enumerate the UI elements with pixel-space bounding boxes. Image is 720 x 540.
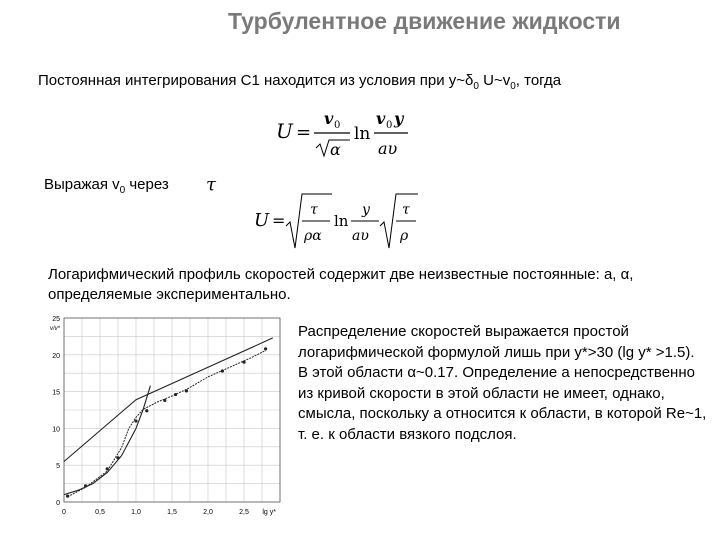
f2-sqrt2-num: τ	[402, 202, 410, 218]
f1-num2-y: y	[394, 109, 404, 128]
data-point	[174, 393, 177, 396]
formula-velocity-1	[274, 104, 424, 162]
line1-mid: U~v	[478, 72, 511, 89]
delta-subscript: 0	[473, 81, 479, 92]
x-tick-label: 0	[62, 509, 66, 516]
data-point	[185, 389, 188, 392]
line1-end: , тогда	[515, 72, 562, 89]
f1-num1-sub: 0	[334, 120, 341, 131]
line1-main: Постоянная интегрирования С1 находится из условия при y~	[38, 72, 466, 89]
series-line-3	[68, 350, 266, 496]
f1-den2: aυ	[378, 139, 398, 158]
y-tick-label: 10	[52, 426, 60, 434]
tau-symbol	[203, 174, 227, 194]
data-point	[145, 409, 148, 412]
log-profile-paragraph: Логарифмический профиль скоростей содержит две неизвестные постоянные: a, α, определяемые экспериментально.	[48, 266, 634, 303]
x-tick-label: 1,0	[131, 509, 141, 516]
y-tick-label: 25	[52, 316, 60, 323]
f2-frac-num: y	[362, 202, 370, 218]
f2-sqrt2-den: ρ	[400, 228, 409, 244]
f2-lhs: U	[254, 210, 270, 231]
f1-eq: =	[296, 122, 312, 143]
y-tick-label: 0	[56, 500, 60, 507]
integration-constant-text	[38, 72, 561, 92]
x-tick-label: lg y*	[262, 509, 277, 516]
x-tick-label: 0,5	[95, 509, 105, 516]
data-point	[242, 361, 245, 364]
v-subscript: 0	[510, 81, 516, 92]
formula-velocity-2	[252, 190, 422, 252]
data-point	[264, 347, 267, 350]
line2-end: через	[125, 176, 169, 193]
x-tick-label: 2,5	[239, 509, 249, 516]
f1-num2: v	[376, 109, 386, 128]
data-point	[84, 484, 87, 487]
series-line-2	[64, 338, 273, 462]
x-tick-label: 2,0	[203, 509, 213, 516]
data-point	[221, 369, 224, 372]
delta-symbol: δ	[465, 72, 474, 89]
f1-lhs: U	[276, 119, 293, 143]
y-tick-label: 15	[52, 389, 60, 397]
f2-frac-den: aυ	[352, 228, 369, 244]
line2-main: Выражая v	[44, 176, 120, 193]
y-tick-label: 5	[56, 463, 60, 471]
f1-num2-sub: 0	[386, 120, 393, 131]
data-point	[66, 495, 69, 498]
f2-eq: =	[272, 211, 286, 230]
f2-sqrt1-den: ρα	[304, 228, 322, 244]
f1-den1: α	[330, 140, 341, 159]
tau-glyph: τ	[206, 174, 216, 194]
data-point	[106, 467, 109, 470]
y-axis-label: v/v*	[50, 326, 61, 332]
data-point	[163, 399, 166, 402]
series-line-1	[64, 386, 150, 495]
f1-ln: ln	[354, 124, 371, 144]
f1-num1: v	[324, 109, 334, 128]
data-point	[116, 456, 119, 459]
x-tick-label: 1,5	[167, 509, 177, 516]
velocity-profile-chart	[40, 312, 290, 522]
express-v0-text	[44, 176, 169, 196]
y-tick-label: 20	[52, 352, 60, 360]
slide-title: Турбулентное движение жидкости	[228, 8, 621, 34]
data-point	[134, 419, 137, 422]
velocity-distribution-paragraph: Распределение скоростей выражается простой логарифмической формулой лишь при y*>30 (lg y* >1.5). В этой области α~0.17. Определение a непосредственно из кривой скорости в этой области не имеет, однако, смысла, поскольку a относится к области, в которой Re~1, т. е. к области вязкого подслоя.	[298, 323, 707, 443]
line2-v-subscript: 0	[119, 185, 126, 196]
f2-ln: ln	[334, 212, 349, 230]
f2-sqrt1-num: τ	[310, 202, 318, 218]
